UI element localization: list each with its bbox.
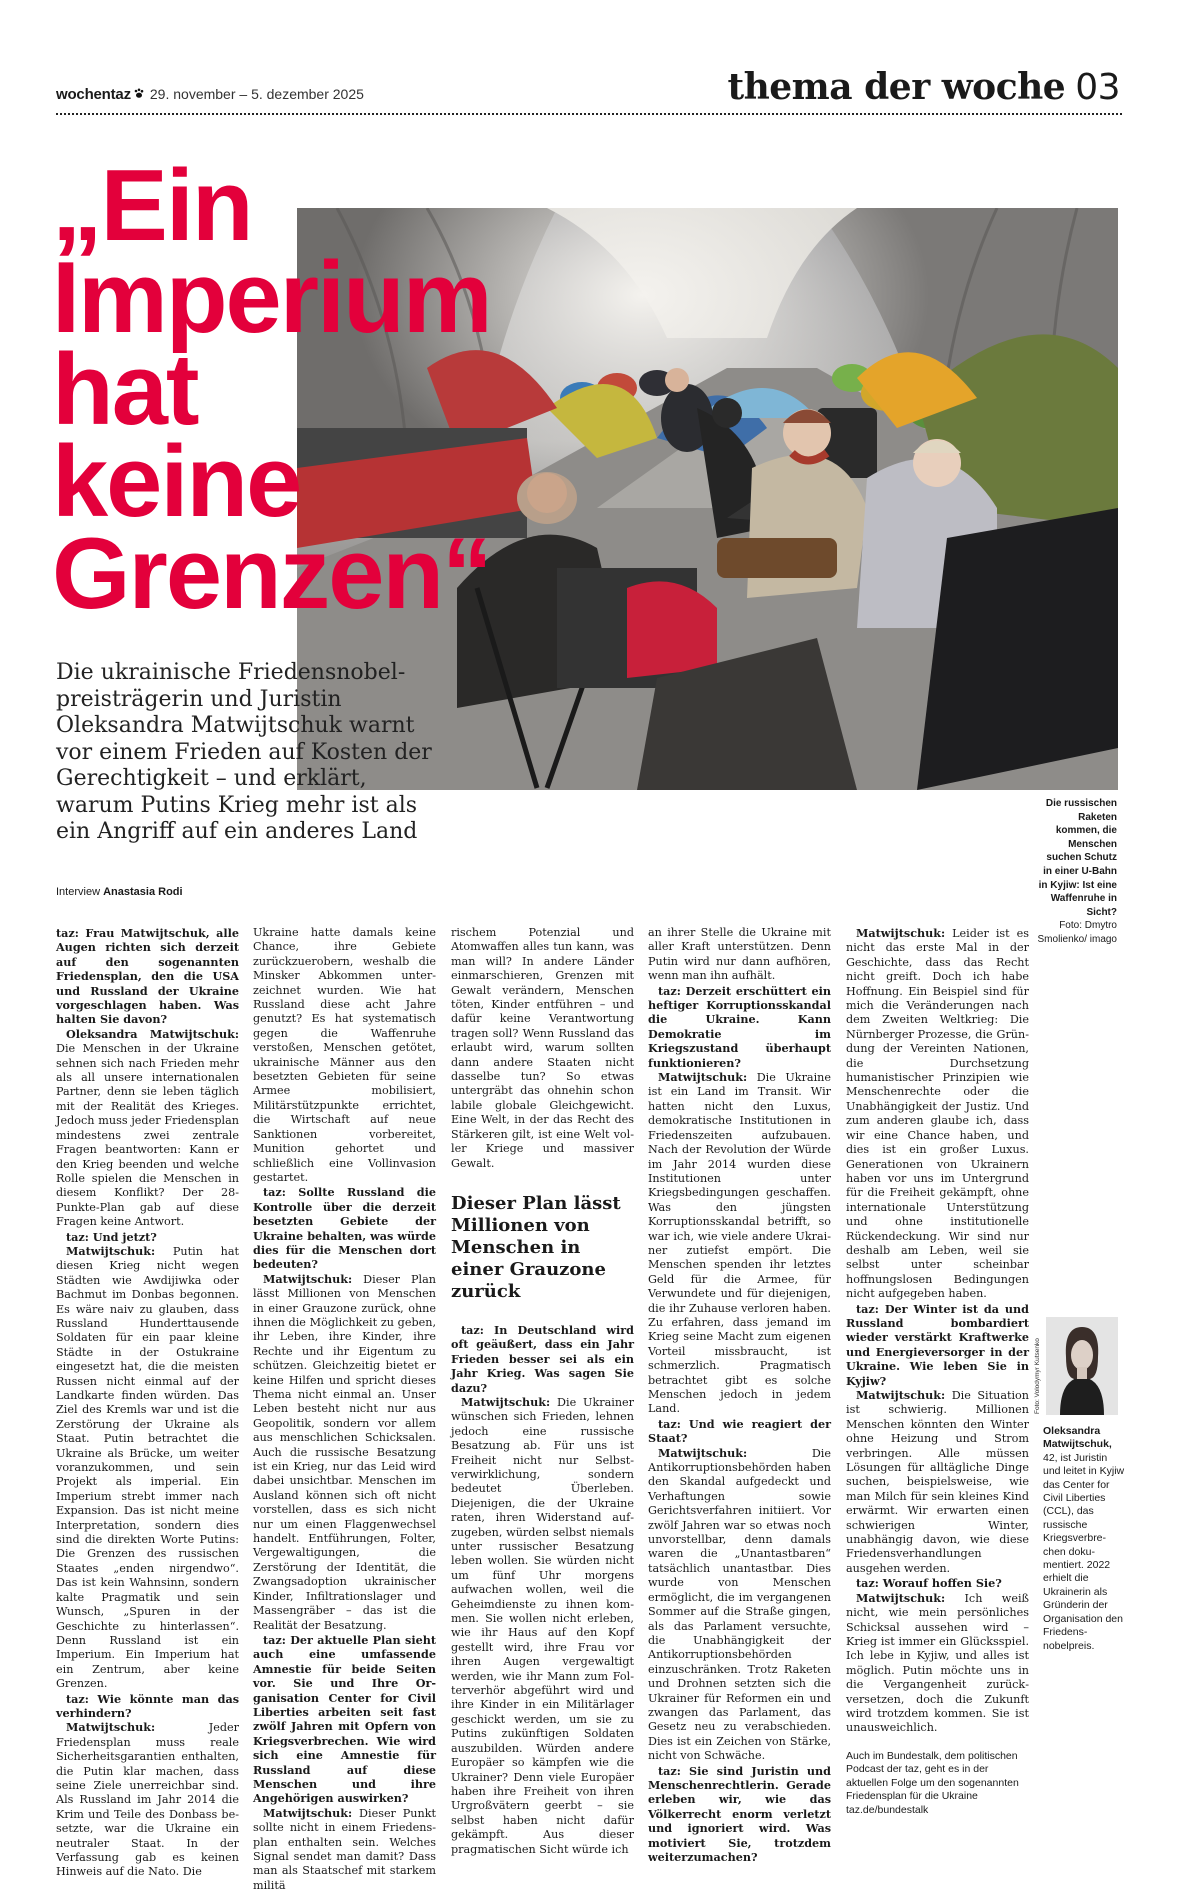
answer-text: Putin hat diesen Krieg nicht wegen Städten wie Awdijiwka oder Bachmut im Donbas begonnen. Es wäre naiv zu glauben, dass Russland Hunderttausende Soldaten für ein paar kleine Städte in der Ostukraine eingesetzt hat, die die meisten Russen nicht einmal auf der Landkarte finden würden. Das Ziel des Kremls war und ist die Zerstörung der Ukraine als Staat. Putin betrachtet die Ukraine als Brücke, um weiter voranzukommen, und sein Projekt als imperial. Ein Imperium strebt immer nach Expansion. Das ist nicht meine Interpretation, sondern dies sind die direkten Worte Putins: Die Grenzen des russischen Staates „enden nirgendwo“. Das ist kein Wahnsinn, sondern kalte Pragmatik und sein Wunsch, „Spuren in der Geschichte zu hinterlassen“. Denn Russland ist ein Imperium. Ein Imperium hat ein Zentrum, aber keine Grenzen. [56, 1244, 239, 1691]
answer-text: Ukraine hatte damals keine Chance, ihre Gebiete zurückzuerobern, weshalb die Minsker Abkommen unterzeichnet wurden. Wie hat Russland diese acht Jahre genutzt? Es hat systematisch gegen die Waffenruhe verstoßen, Menschen getötet, ukrainische Männer aus den besetzten Gebieten für seine Armee mobilisiert, Militärstützpunkte errichtet, die Wirtschaft auf neue Sanktionen vorbereitet, Munition gehortet und schließlich eine Vollinvasion gestartet. [253, 926, 436, 1184]
speaker: Matwijtschuk: [263, 1271, 353, 1286]
speaker: Matwijtschuk: [856, 1388, 946, 1402]
speaker: Matwijtschuk: [856, 926, 946, 940]
answer-text: Ich weiß nicht, wie mein persönliches Schicksal aussehen wird – Krieg ist immer ein Glücksspiel. Ich lebe in Kyjiw, und alles ist möglich. Putin möchte uns in die Vergangenheit zurückversetzen, doch die Zukunft wird trotzdem kommen. Sie ist unausweichlich. [846, 1591, 1029, 1735]
question: taz: Wie könnte man das verhindern? [56, 1691, 239, 1720]
portrait-photo [1046, 1317, 1118, 1415]
answer-text: Jeder Friedensplan muss reale Sicherheitsgarantien enthalten, die Putin klar machen, dass seine Ziele unerreichbar sind. Als Russland im Jahr 2014 die Krim und Teile des Donbass besetzte, war die Ukraine ein neutraler Staat. In der Verfassung gab es keinen Hinweis auf die Nato. Die [56, 1721, 239, 1879]
answer-text: rischem Potenzial und Atomwaffen alles tun kann, was man will? In andere Länder einmarschieren, Grenzen mit Gewalt verändern, Menschen töten, Kinder entführen – und dafür keine Verantwortung tragen soll? Wenn Russland das erlaubt wird, warum sollten dann andere Staaten nicht dasselbe tun? So etwas untergräbt das ohnehin schon labile globale Gleichgewicht. Eine Welt, in der das Recht des Stärkeren gilt, ist eine Welt voller Kriege und massiver Gewalt. [451, 926, 634, 1170]
answer-text: Die Ukraine ist ein Land im Transit. Wir hatten nicht den Luxus, demokratische Institutionen in Friedenszeiten aufzubauen. Nach der Revolution der Würde im Jahr 2014 wurden diese Institutionen unter Kriegsbedingungen geschaffen. Was den jüngsten Korruptionsskandal betrifft, so war ich, wie viele andere Ukrainer zutiefst empört. Die Menschen spenden ihr letztes Geld für die Armee, für Verwundete und für diejenigen, die ihr Zuhause verloren haben. Zu erfahren, dass jemand im Krieg seine Macht zum eigenen Vorteil missbraucht, ist schmerzlich. Pragmatisch betrachtet gibt es solche Menschen jedoch in jedem Land. [648, 1071, 832, 1416]
author-bio [1043, 1425, 1125, 1653]
bio-name: Oleksandra Matwijtschuk, [1043, 1425, 1112, 1451]
headline-line: Imperium [52, 242, 491, 354]
question: taz: Derzeit erschüttert ein heftiger Korruptionsskandal die Ukraine. Kann Demokratie im Kriegszustand überhaupt funktionieren? [648, 983, 831, 1070]
header-rule [56, 113, 1122, 115]
question: taz: Der Winter ist da und Russland bombardiert wieder verstärkt Kraftwerke und Energieversorger in der Ukraine. Wie leben Sie in Kyjiw? [846, 1301, 1029, 1388]
photo-caption [1035, 797, 1117, 947]
answer [846, 1591, 1029, 1736]
answer-text: an ihrer Stelle die Ukraine mit aller Kraft unterstützen. Denn Putin wird nur dann aufhören, wenn man ihn aufhält. [648, 926, 831, 983]
masthead [56, 86, 364, 103]
answer-text: Leider ist es nicht das erste Mal in der Geschichte, dass das Recht nicht greift. Doch ich habe Hoffnung. Ein Beispiel sind für mich die Veränderungen nach dem Zweiten Weltkrieg: Die Nürnberger Prozesse, die Gründung der Vereinten Nationen, die Durchsetzung humanistischer Prinzipien wie Menschenrechte oder die Unabhängigkeit der Justiz. Und zum anderen glaube ich, dass wir eine Chance haben, und dies ist ein großer Luxus. Generationen von Ukrainern haben vor uns im Untergrund für die Freiheit gekämpft, ohne internationale Unterstützung und ohne institutionelle Rückendeckung. Wir sind nur deshalb am Leben, weil sie selbst unter scheinbar hoffnungslosen Bedingungen nicht aufgegeben haben. [846, 927, 1029, 1301]
answer [56, 1027, 239, 1230]
subheadline: Dieser Plan lässt Millionen von Menschen in einer Grauzone zurück [451, 1192, 621, 1302]
issue-date: 29. november – 5. dezember 2025 [149, 86, 364, 102]
article-column-1 [56, 926, 239, 1880]
deck: Die ukrainische Friedensnobelpreisträgerin und Juristin Oleksandra Matwijtschuk warnt vor einem Frieden auf Kosten der Gerechtigkeit – und erklärt, warum Putins Krieg mehr ist als ein Angriff auf ein anderes Land [56, 660, 432, 844]
speaker: Matwijtschuk: [658, 1070, 748, 1085]
podcast-note: Auch im Bundestalk, dem politischen Podcast der taz, geht es in der aktuellen Folge um den sogenannten Friedensplan für die Ukraine taz.de/bundestalk [846, 1749, 1019, 1816]
page-number: 03 [1075, 67, 1120, 108]
answer-text: Dieser Punkt sollte nicht in einem Friedensplan enthalten sein. Welches Signal sendet man damit? Dass man als Staatschef mit starkem militä [253, 1806, 436, 1892]
question: taz: In Deutschland wird oft geäußert, dass ein Jahr Frieden besser sei als ein Jahr Krieg. Was sagen Sie dazu? [451, 1322, 634, 1395]
headline-line: Grenzen“ [52, 518, 491, 630]
answer-text: Die Antikorruptionsbehörden haben den Skandal aufgedeckt und Verhaftungen sowie Gerichtsverfahren initiiert. Vor zwölf Jahren war so etwas noch unvorstellbar, denn damals waren die „Unantastbaren“ tatsächlich unantastbar. Dies wurde von Menschen ermöglicht, die im vergangenen Sommer auf die Straße gingen, als das Parlament versuchte, die Unabhängigkeit der Antikorruptionsbehörden einzuschränken. Trotz Raketen und Drohnen setzten sich die Ukrainer für Reformen ein und zwangen das Parlament, das Gesetz neu zu verabschieden. Dies ist ein Zeichen von Stärke, nicht von Schwäche. [648, 1446, 831, 1763]
portrait-credit: Foto: Volodymyr Kutsenko [1034, 1338, 1041, 1414]
section-name: thema der woche [727, 66, 1066, 108]
question: taz: Und wie reagiert der Staat? [648, 1416, 831, 1446]
brand-logo: wochentaz [56, 86, 131, 103]
article-column-4 [648, 926, 831, 1864]
speaker: Matwijtschuk: [461, 1394, 551, 1409]
answer [648, 1446, 831, 1764]
taz-paw-icon [133, 88, 144, 99]
question: taz: Frau Matwijtschuk, alle Augen richten sich derzeit auf den sogenannten Friedensplan, den die USA und Russland der Ukraine vorgeschlagen haben. Was halten Sie davon? [56, 926, 239, 1027]
answer-text: Dieser Plan lässt Millionen von Menschen in einer Grauzone zurück, ohne ihnen die Möglichkeit zu geben, ihr Leben, ihre Kinder, ihre Rechte und ihr Eigentum zu schützen. Gleichzeitig bietet er keine Hilfen und spricht dieses Thema nicht einmal an. Unser Leben besteht nicht nur aus Geopolitik, sondern vor allem aus menschlichen Schicksalen. Auch die russische Besatzung ist ein Krieg, nur das Leid wird dabei unsichtbar. Menschen im Ausland können sich oft nicht vorstellen, dass es sich nicht nur um einen Flaggenwechsel handelt. Entführungen, Folter, Vergewaltigungen, die Zerstörung der Identität, die Zwangsadoption ukrainischer Kinder, Infiltrationslager und Massengräber – das ist die Realität der Besatzung. [253, 1272, 437, 1632]
section-title [727, 66, 1120, 108]
bio-text: 42, ist Juristin und leitet in Kyjiw das Center for Civil Liberties (CCL), das russische Kriegsverbrechen dokumentiert. 2022 erhielt die Ukrainerin als Gründerin der Organisation den Friedensnobelpreis. [1043, 1451, 1125, 1652]
answer-text: Die Ukrainer wünschen sich Frieden, lehnen jedoch eine russische Besatzung ab. Für uns ist Freiheit nicht nur Selbstverwirklichung, sondern bedeutet Überleben. Diejenigen, die der Ukraine raten, ihren Widerstand aufzugeben, würden selbst niemals unter russischer Besatzung leben wollen. Sie würden nicht um fünf Uhr morgens aufwachen wollen, weil die Geheimdienste zu ihnen kommen. Sie wollen nicht erleben, wie ihr Haus auf den Kopf gestellt wird, ihre Frau vor ihren Augen vergewaltigt werden, wie ihr Mann zum Folterverhör abgeführt wird und ihre Kinder in ein Militärlager geschickt werden, um sie zu Putins zukünftigen Soldaten auszubilden. Würden andere Europäer so kämpfen wie die Ukrainer? Denn viele Europäer haben ihre Freiheit von ihren Urgroßvätern geerbt – sie selbst haben nicht dafür gekämpft. Aus dieser pragmatischen Sicht würde ich [451, 1395, 635, 1856]
speaker: Matwijtschuk: [66, 1243, 156, 1258]
byline-author: Anastasia Rodi [103, 886, 183, 898]
speaker: Matwijtschuk: [856, 1590, 946, 1605]
question: taz: Sollte Russland die Kontrolle über die derzeit besetzten Gebiete der Ukraine behalten, was würde dies für die Menschen dort bedeuten? [253, 1185, 436, 1272]
article-column-5 [846, 926, 1029, 1817]
speaker: Oleksandra Matwijtschuk: [66, 1026, 239, 1041]
question: taz: Sie sind Juristin und Menschenrechtlerin. Gerade erleben wir, wie das Völkerrecht enorm verletzt und ignoriert wird. Was motiviert Sie, trotzdem weiterzumachen? [648, 1763, 831, 1864]
answer [648, 1070, 831, 1417]
speaker: Matwijtschuk: [658, 1445, 748, 1460]
answer [846, 1388, 1029, 1576]
byline [56, 886, 183, 898]
byline-prefix: Interview [56, 886, 101, 898]
answer [253, 1806, 436, 1893]
answer-text: Die Situation ist schwierig. Millionen Menschen könnten den Winter ohne Heizung und Strom verbringen. Alle müssen Lösungen für alltägliche Dinge suchen, beispielsweise, wie man Milch für sein kleines Kind erwärmt. Wir erwarten einen schwierigen Winter, unabhängig davon, wie diese Friedensverhandlungen ausgehen werden. [846, 1389, 1030, 1575]
answer [56, 1244, 239, 1692]
question: taz: Und jetzt? [66, 1229, 157, 1244]
answer-text: Die Menschen in der Ukraine sehnen sich nach Frieden mehr als all unsere internationalen Partner, denn sie leben täglich mit der Realität des Krieges. Jedoch muss jeder Friedensplan mindestens zwei zentrale Fragen beantworten: Kann er den Krieg beenden und welche Rolle spielen die Menschen in diesem Konflikt? Der 28-Punkte-Plan gab auf diese Fragen keine Antwort. [56, 1042, 239, 1229]
headline-line: keine [52, 426, 301, 538]
answer [846, 926, 1029, 1302]
photo-credit: Foto: Dmytro Smolienko/ imago [1037, 920, 1117, 945]
article-column-2 [253, 926, 436, 1893]
headline-line: „Ein [52, 150, 252, 262]
answer [56, 1720, 239, 1879]
headline-line: hat [52, 334, 198, 446]
caption-text: Die russischen Raketen kommen, die Menschen suchen Schutz in einer U-Bahn in Kyjiw: Ist eine Waffenruhe in Sicht? [1038, 798, 1117, 918]
question: taz: Der aktuelle Plan sieht auch eine umfassende Amnestie für beide Seiten vor. Sie und Ihre Organisation Center for Civil Liberties arbeiten seit fast zwölf Jahren mit Opfern von Kriegsverbrechen. Wie wird sich eine Amnestie für Russland auf diese Menschen und ihre Angehörigen auswirken? [253, 1632, 436, 1806]
answer [253, 1272, 436, 1633]
speaker: Matwijtschuk: [263, 1805, 353, 1820]
question: taz: Worauf hoffen Sie? [856, 1576, 1002, 1591]
speaker: Matwijtschuk: [66, 1720, 156, 1735]
article-column-3 [451, 926, 634, 1857]
answer [451, 1395, 634, 1857]
headline [52, 150, 572, 630]
